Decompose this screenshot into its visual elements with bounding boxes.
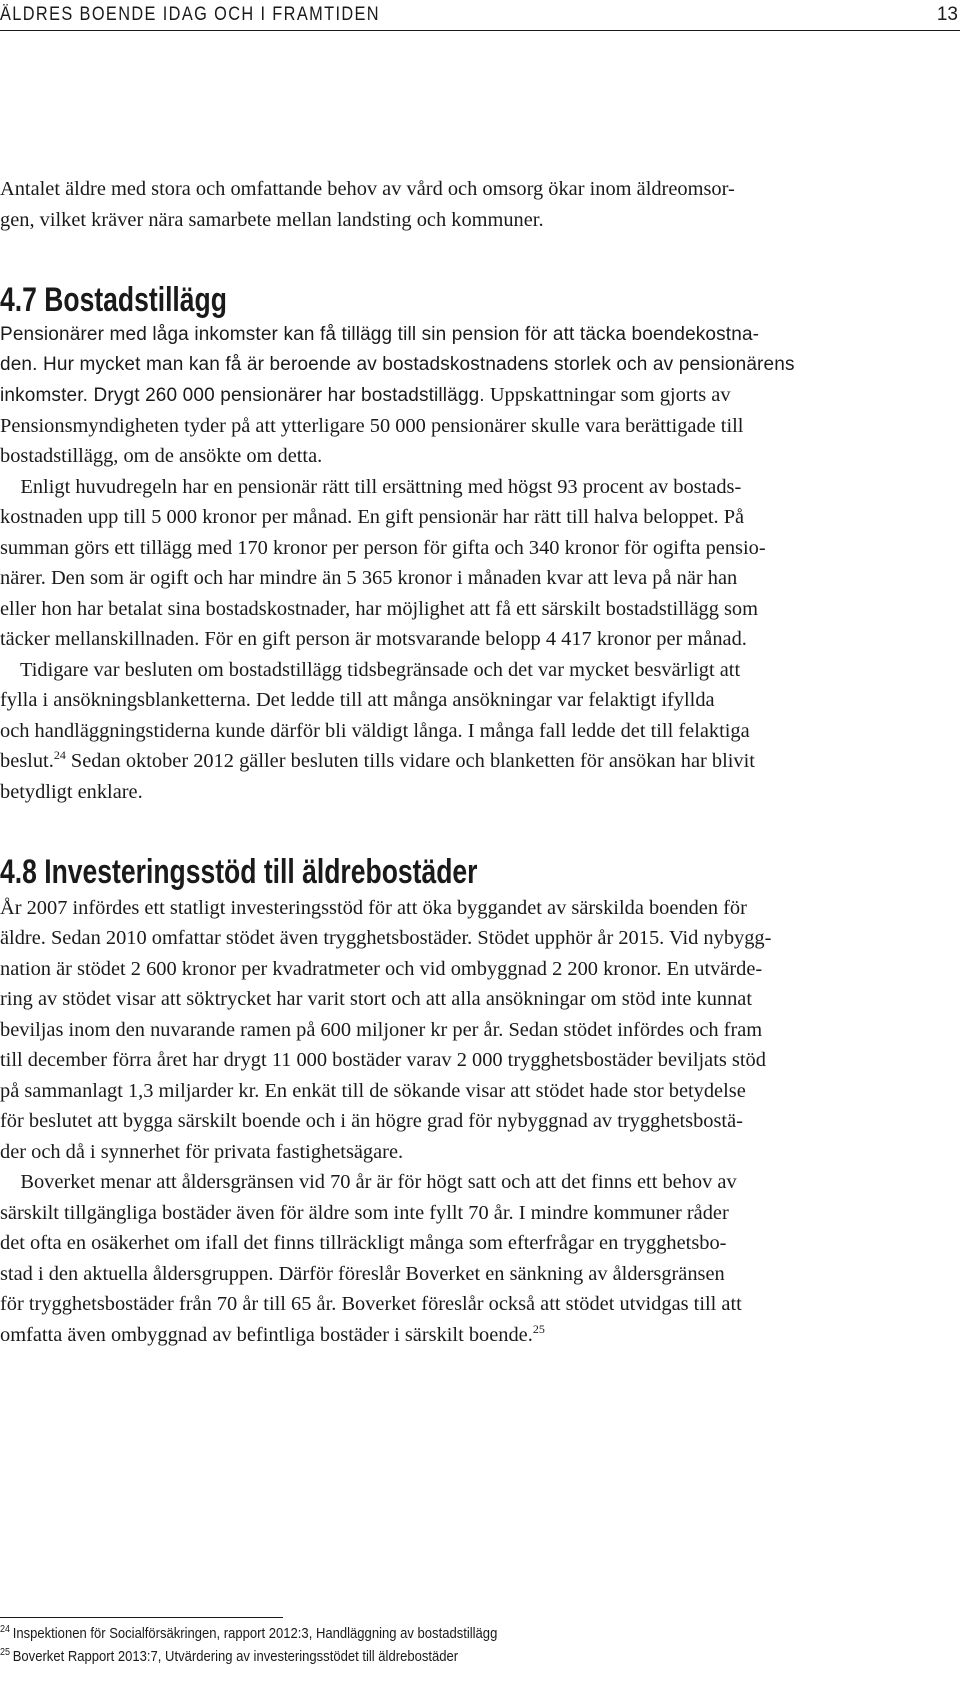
- footnote-text: Inspektionen för Socialförsäkringen, rapport 2012:3, Handläggning av bostadstillägg: [12, 1626, 498, 1642]
- body-line: kostnaden upp till 5 000 kronor per månad. En gift pensionär har rätt till halva beloppet. På: [0, 506, 745, 528]
- body-line: särskilt tillgängliga bostäder även för äldre som inte fyllt 70 år. I mindre kommuner råder: [0, 1202, 729, 1224]
- body-line: Tidigare var besluten om bostadstillägg tidsbegränsade och det var mycket besvärligt att: [0, 659, 741, 681]
- section-heading-4-8: 4.8 Investeringsstöd till äldrebostäder: [0, 853, 478, 891]
- body-line-end: Sedan oktober 2012 gäller besluten tills vidare och blanketten för ansökan har blivit: [65, 750, 755, 772]
- body-line: eller hon har betalat sina bostadskostnader, har möjlighet att få ett särskilt bostadstillägg som: [0, 598, 758, 620]
- footnote-text: Boverket Rapport 2013:7, Utvärdering av investeringsstödet till äldrebostäder: [12, 1649, 459, 1665]
- section-heading-4-7: 4.7 Bostadstillägg: [0, 281, 227, 319]
- body-line: täcker mellanskillnaden. För en gift person är motsvarande belopp 4 417 kronor per månad.: [0, 628, 747, 650]
- body-line-serif-part: Uppskattningar som gjorts av: [484, 384, 731, 406]
- body-line: till december förra året har drygt 11 000 bostäder varav 2 000 trygghetsbostäder beviljats stöd: [0, 1049, 766, 1071]
- page-number: 13: [936, 4, 958, 25]
- body-line: fylla i ansökningsblanketterna. Det ledde till att många ansökningar var felaktigt ifyllda: [0, 689, 715, 711]
- body-line: der och då i synnerhet för privata fastighetsägare.: [0, 1141, 404, 1163]
- body-line: ring av stödet visar att söktrycket har varit stort och att alla ansökningar om stöd inte kunnat: [0, 988, 753, 1010]
- body-line: på sammanlagt 1,3 miljarder kr. En enkät till de sökande visar att stödet hade stor betydelse: [0, 1080, 746, 1102]
- body-line: Enligt huvudregeln har en pensionär rätt till ersättning med högst 93 procent av bostads-: [0, 476, 742, 498]
- body-line: Pensionärer med låga inkomster kan få tillägg till sin pension för att täcka boendekostna-: [0, 324, 760, 345]
- body-line: Boverket menar att åldersgränsen vid 70 år är för högt satt och att det finns ett behov av: [0, 1171, 737, 1193]
- running-title: ÄLDRES BOENDE IDAG OCH I FRAMTIDEN: [0, 4, 380, 25]
- body-line: stad i den aktuella åldersgruppen. Därför föreslår Boverket en sänkning av åldersgränsen: [0, 1263, 725, 1285]
- body-line: äldre. Sedan 2010 omfattar stödet även trygghetsbostäder. Stödet upphör år 2015. Vid nybygg-: [0, 927, 772, 949]
- footnote-ref-25[interactable]: 25: [532, 1322, 545, 1337]
- page-header: [0, 4, 960, 30]
- intro-line: Antalet äldre med stora och omfattande behov av vård och omsorg ökar inom äldreomsor-: [0, 178, 735, 200]
- body-line: bostadstillägg, om de ansökte om detta.: [0, 445, 323, 467]
- body-line: närer. Den som är ogift och har mindre än 5 365 kronor i månaden kvar att leva på när han: [0, 567, 738, 589]
- footnote-number: 25: [0, 1647, 11, 1659]
- body-line: och handläggningstiderna kunde därför bli väldigt långa. I många fall ledde det till felaktiga: [0, 720, 750, 742]
- body-line-sans-part: inkomster. Drygt 260 000 pensionärer har bostadstillägg.: [0, 385, 485, 406]
- body-line: [0, 746, 755, 777]
- body-line-start: beslut.: [0, 750, 54, 772]
- body-line: den. Hur mycket man kan få är beroende av bostadskostnadens storlek och av pensionärens: [0, 354, 795, 375]
- body-line: [0, 1320, 545, 1351]
- body-line: nation är stödet 2 600 kronor per kvadratmeter och vid ombyggnad 2 200 kronor. En utvärde-: [0, 958, 763, 980]
- header-rule: [0, 30, 960, 31]
- body-line: År 2007 infördes ett statligt investeringsstöd för att öka byggandet av särskilda boenden för: [0, 897, 747, 919]
- body-line: för trygghetsbostäder från 70 år till 65 år. Boverket föreslår också att stödet utvidgas till att: [0, 1293, 742, 1315]
- intro-line: gen, vilket kräver nära samarbete mellan landsting och kommuner.: [0, 209, 544, 231]
- footnote-number: 24: [0, 1624, 11, 1636]
- body-line: beviljas inom den nuvarande ramen på 600 miljoner kr per år. Sedan stödet infördes och fram: [0, 1019, 763, 1041]
- body-line: Pensionsmyndigheten tyder på att ytterligare 50 000 pensionärer skulle vara berättigade till: [0, 415, 744, 437]
- body-line: [0, 380, 731, 412]
- footnote-24: [0, 1625, 497, 1643]
- body-line: betydligt enklare.: [0, 781, 143, 803]
- body-line-text: omfatta även ombyggnad av befintliga bostäder i särskilt boende.: [0, 1324, 533, 1346]
- footnote-ref-24[interactable]: 24: [53, 748, 66, 763]
- footnote-rule: [0, 1617, 283, 1618]
- body-line: för beslutet att bygga särskilt boende och i än högre grad för nybyggnad av trygghetsbostä-: [0, 1110, 743, 1132]
- body-line: det ofta en osäkerhet om ifall det finns tillräckligt många som efterfrågar en trygghetsbo-: [0, 1232, 727, 1254]
- footnote-25: [0, 1648, 458, 1666]
- body-line: summan görs ett tillägg med 170 kronor per person för gifta och 340 kronor för ogifta pensio-: [0, 537, 766, 559]
